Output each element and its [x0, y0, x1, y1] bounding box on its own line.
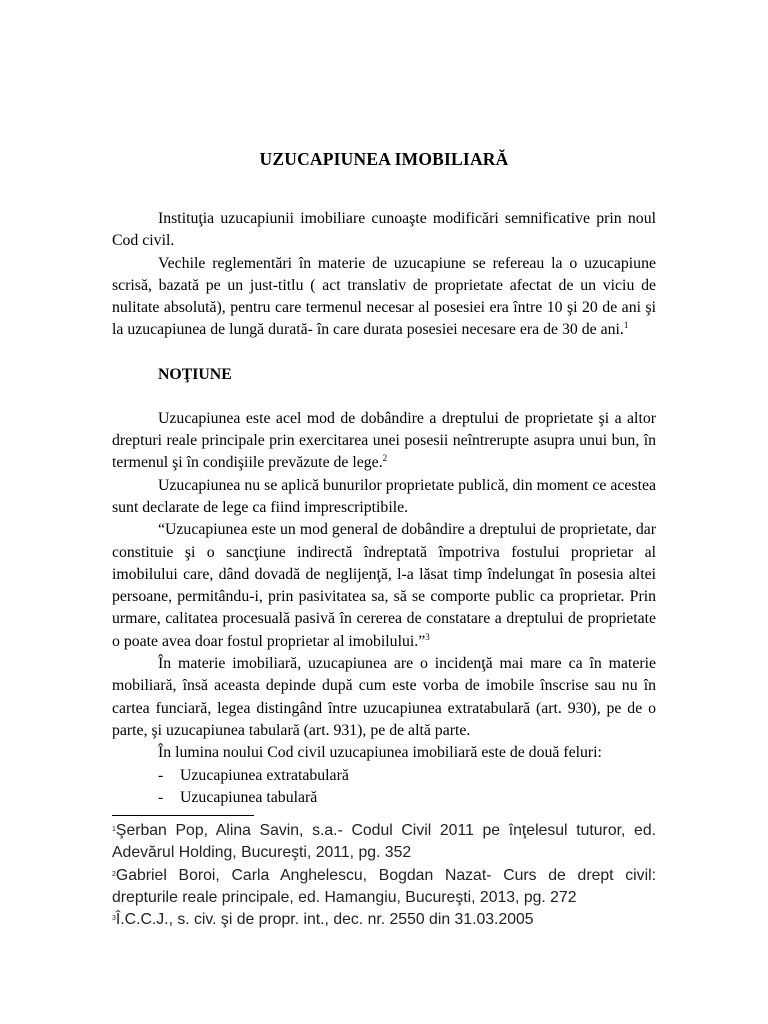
footnote-text: Şerban Pop, Alina Savin, s.a.- Codul Civil 2011 pe înţelesul tuturor, ed. Adevărul Holding, Bucureşti, 2011, pg. 352: [112, 822, 656, 862]
list-item: [158, 787, 656, 809]
quote-paragraph-text: “Uzucapiunea este un mod general de dobândire a dreptului de proprietate, dar constituie şi o sancţiune indirectă îndreptată împotriva fostului proprietar al imobilului care, dând dovadă de neglijenţă, l-a lăsat timp îndelungat în posesia altei persoane, permitându-i, prin pasivitatea sa, să se comporte public ca proprietar. Prin urmare, calitatea procesuală pasivă în cererea de constatare a dreptului de proprietate o poate avea doar fostul proprietar al imobilului.”: [112, 521, 656, 650]
footnote-ref-3: 3: [425, 631, 430, 642]
footnote-1: [112, 820, 656, 865]
section-heading: NOŢIUNE: [158, 365, 232, 383]
list-dash: -: [158, 788, 164, 806]
footnote-separator: [112, 815, 254, 816]
intro-paragraph-1: Instituţia uzucapiunii imobiliare cunoaşte modificări semnificative prin noul Cod civil.: [112, 210, 656, 250]
types-list: [112, 765, 656, 810]
page-title: UZUCAPIUNEA IMOBILIARĂ: [259, 149, 509, 169]
definition-paragraph-text: Uzucapiunea este acel mod de dobândire a dreptului de proprietate şi a altor drepturi reale principale prin exercitarea unei posesii neîntrerupte asupra unui bun, în termenul şi în condişiile prevăzute de lege.: [112, 409, 656, 472]
footnote-3: [112, 909, 656, 931]
public-property-paragraph: Uzucapiunea nu se aplică bunurilor proprietate publică, din moment ce acestea sunt declarate de lege ca fiind imprescriptibile.: [112, 476, 656, 516]
real-estate-paragraph: În materie imobiliară, uzucapiunea are o incidenţă mai mare ca în materie mobiliară, însă aceasta depinde după cum este vorba de imobile înscrise sau nu în cartea funciară, legea distingând între uzucapiunea extratabulară (art. 930), pe de o parte, şi uzucapiunea tabulară (art. 931), pe de altă parte.: [112, 655, 656, 739]
definition-paragraph: [112, 408, 656, 475]
footnotes: [112, 820, 656, 931]
list-item-text: Uzucapiunea tabulară: [180, 788, 318, 806]
page-content: [112, 148, 656, 932]
footnote-marker: 1: [112, 826, 116, 834]
footnote-text: Gabriel Boroi, Carla Anghelescu, Bogdan Nazat- Curs de drept civil: drepturile reale principale, ed. Hamangiu, Bucureşti, 2013, pg. 272: [112, 866, 656, 907]
types-intro-paragraph: În lumina noului Cod civil uzucapiunea imobiliară este de două feluri:: [158, 744, 602, 762]
intro-paragraph-2-text: Vechile reglementări în materie de uzucapiune se refereau la o uzucapiune scrisă, bazată pe un just-titlu ( act translativ de proprietate afectat de un viciu de nulitate absolută), pentru care termenul necesar al posesiei era între 10 şi 20 de ani şi la uzucapiunea de lungă durată- în care durata posesiei necesare era de 30 de ani.: [112, 254, 656, 339]
footnote-ref-1: 1: [623, 320, 629, 331]
footnote-2: [112, 865, 656, 910]
list-item-text: Uzucapiunea extratabulară: [180, 766, 349, 784]
list-item: [158, 765, 656, 787]
list-dash: -: [158, 766, 164, 784]
intro-paragraph-2: [112, 253, 656, 342]
footnote-marker: 3: [112, 915, 116, 923]
footnote-text: Î.C.C.J., s. civ. şi de propr. int., dec. nr. 2550 din 31.03.2005: [115, 911, 534, 929]
footnote-ref-2: 2: [382, 453, 388, 464]
quote-paragraph: [112, 519, 656, 653]
footnote-marker: 2: [112, 870, 116, 878]
